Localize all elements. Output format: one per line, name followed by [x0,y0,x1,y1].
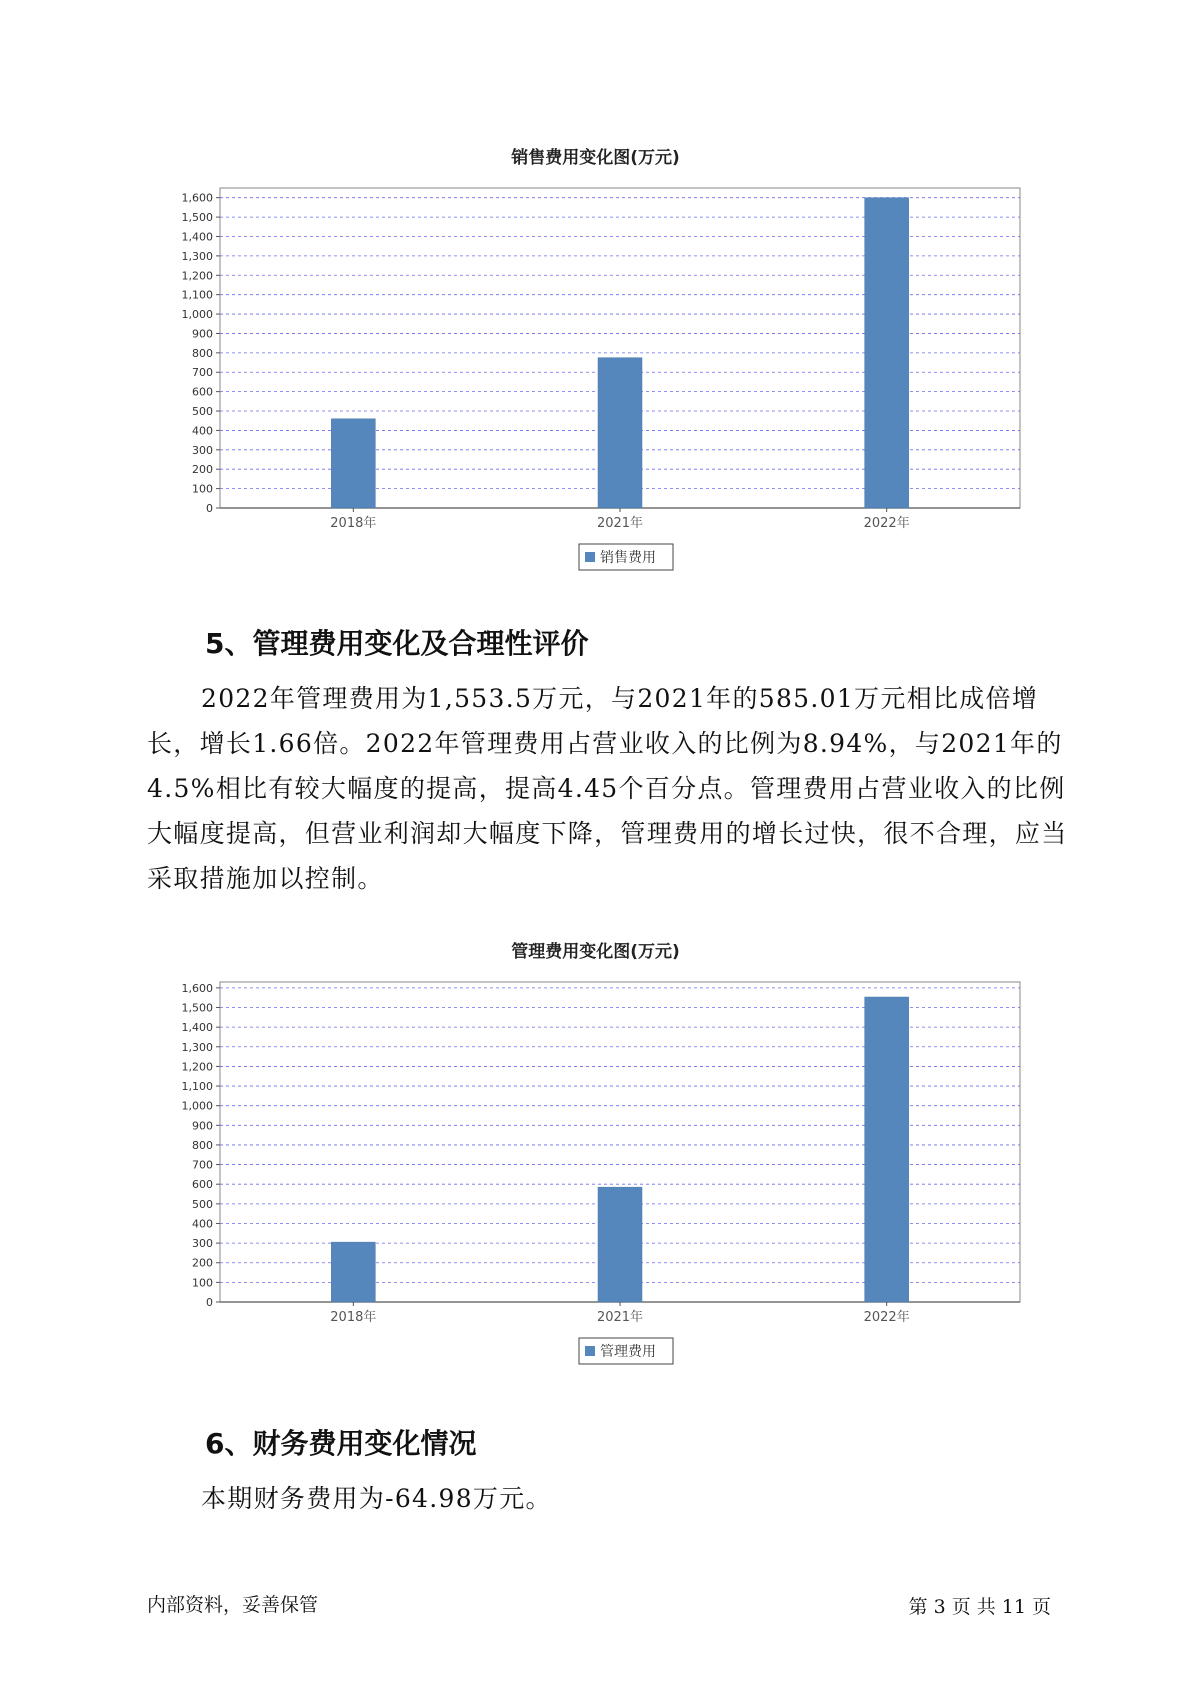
sales-expense-chart [160,168,1020,588]
chart-title: 销售费用变化图(万元) [511,148,680,168]
x-tick-label: 2022年 [863,1310,910,1325]
admin-expense-chart [160,962,1020,1382]
chart-title: 管理费用变化图(万元) [511,942,680,962]
legend-label: 管理费用 [600,1344,656,1360]
y-tick-label: 1,000 [181,308,213,322]
x-tick-label: 2021年 [596,516,644,531]
y-tick-label: 1,600 [181,981,213,995]
bar [598,1187,642,1302]
section-heading: 5、管理费用变化及合理性评价 [205,627,589,660]
y-tick-label: 800 [192,1138,213,1152]
y-tick-label: 1,600 [181,191,213,205]
y-tick-label: 0 [206,1296,213,1309]
y-tick-label: 1,100 [181,1080,213,1094]
y-tick-label: 200 [192,1256,213,1270]
bar [331,419,375,508]
y-tick-label: 100 [192,1276,213,1290]
y-tick-label: 600 [192,1178,213,1192]
y-tick-label: 1,500 [181,1001,213,1015]
y-tick-label: 400 [192,424,213,438]
bar [865,997,909,1302]
y-tick-label: 100 [192,482,213,496]
page-number: 第 3 页 共 11 页 [908,1596,1051,1618]
y-tick-label: 0 [206,502,213,515]
y-tick-label: 1,200 [181,269,213,283]
y-tick-label: 200 [192,463,213,477]
y-tick-label: 500 [192,405,213,419]
y-tick-label: 300 [192,1237,213,1251]
paragraph [147,1476,1077,1521]
bar [865,198,909,508]
legend-label: 销售费用 [600,550,656,566]
footer-note: 内部资料，妥善保管 [147,1594,319,1616]
y-tick-label: 1,200 [181,1060,213,1074]
y-tick-label: 1,300 [181,249,213,263]
bar [331,1242,375,1302]
paragraph-text: 本期财务费用为-64.98万元。 [201,1484,552,1513]
y-tick-label: 1,400 [181,1021,213,1035]
x-tick-label: 2022年 [863,516,910,531]
y-tick-label: 1,500 [181,211,213,225]
y-tick-label: 700 [192,1158,213,1172]
y-tick-label: 300 [192,443,213,457]
y-tick-label: 900 [192,327,213,341]
section-heading: 6、财务费用变化情况 [205,1427,477,1460]
x-tick-label: 2021年 [596,1310,644,1325]
paragraph [147,676,1077,901]
y-tick-label: 1,000 [181,1099,213,1113]
y-tick-label: 700 [192,366,213,380]
y-tick-label: 900 [192,1119,213,1133]
y-tick-label: 600 [192,385,213,399]
x-tick-label: 2018年 [330,516,377,531]
y-tick-label: 1,100 [181,288,213,302]
legend-swatch [585,1346,595,1356]
y-tick-label: 500 [192,1197,213,1211]
bar [598,358,642,508]
paragraph-text: 2022年管理费用为1,553.5万元，与2021年的585.01万元相比成倍增长，增长1.66倍。2022年管理费用占营业收入的比例为8.94%，与2021年的4.5%相比有较大幅度的提高，提高4.45个百分点。管理费用占营业收入的比例大幅度提高，但营业利润却大幅度下降，管理费用的增长过快，很不合理，应当采取措施加以控制。 [147,684,1068,893]
y-tick-label: 400 [192,1217,213,1231]
y-tick-label: 1,400 [181,230,213,244]
y-tick-label: 800 [192,346,213,360]
y-tick-label: 1,300 [181,1040,213,1054]
legend-swatch [585,552,595,562]
x-tick-label: 2018年 [330,1310,377,1325]
